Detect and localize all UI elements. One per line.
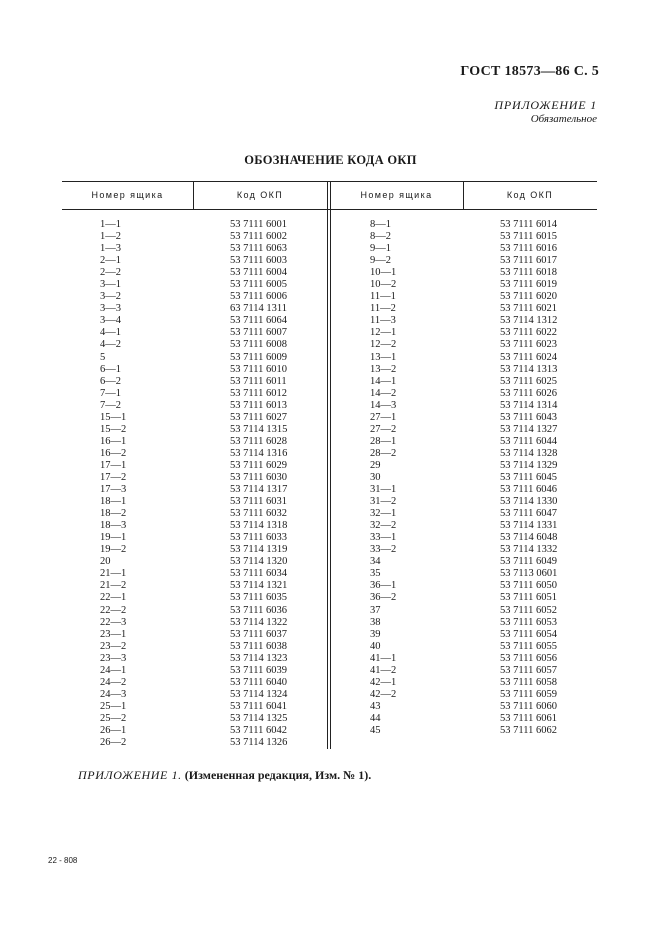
left-box-number-cell: 19—2 bbox=[100, 544, 127, 556]
right-box-number-cell: 12—1 bbox=[370, 327, 397, 339]
left-okp-code-cell: 53 7111 6012 bbox=[230, 387, 287, 399]
left-box-number-cell: 22—3 bbox=[100, 616, 127, 628]
left-box-number-cell: 18—3 bbox=[100, 520, 127, 532]
left-box-number-cell: 23—2 bbox=[100, 640, 127, 652]
left-box-number-cell: 1—3 bbox=[100, 243, 121, 255]
left-box-number-cell: 17—2 bbox=[100, 471, 127, 483]
right-okp-code-cell: 53 7111 6022 bbox=[500, 327, 557, 339]
right-okp-code-cell: 53 7111 6018 bbox=[500, 267, 557, 279]
left-okp-code-cell: 53 7111 6028 bbox=[230, 435, 287, 447]
left-okp-code-cell: 53 7111 6031 bbox=[230, 496, 287, 508]
left-box-number-cell: 26—1 bbox=[100, 724, 127, 736]
left-box-number-cell: 21—2 bbox=[100, 580, 127, 592]
left-okp-code-cell: 53 7114 1323 bbox=[230, 652, 288, 664]
right-okp-code-cell: 53 7111 6016 bbox=[500, 243, 557, 255]
table-center-divider bbox=[330, 181, 331, 749]
right-box-number-cell: 32—2 bbox=[370, 520, 397, 532]
right-okp-code-cell: 53 7111 6045 bbox=[500, 471, 557, 483]
right-okp-code-cell: 53 7111 6055 bbox=[500, 640, 557, 652]
table-center-divider bbox=[327, 181, 328, 749]
left-okp-code-cell: 53 7111 6034 bbox=[230, 568, 287, 580]
left-box-number-cell: 21—1 bbox=[100, 568, 127, 580]
left-box-number-cell: 24—2 bbox=[100, 676, 127, 688]
left-box-number-cell: 7—1 bbox=[100, 387, 121, 399]
right-box-number-cell: 9—2 bbox=[370, 255, 391, 267]
left-box-number-cell: 3—1 bbox=[100, 279, 121, 291]
right-okp-code-cell: 53 7111 6061 bbox=[500, 712, 557, 724]
left-box-number-cell: 17—1 bbox=[100, 459, 127, 471]
left-box-number-cell: 1—1 bbox=[100, 219, 121, 230]
right-okp-code-cell: 53 7111 6020 bbox=[500, 291, 557, 303]
left-okp-code-cell: 53 7114 1324 bbox=[230, 688, 288, 700]
right-okp-code-cell: 53 7114 1329 bbox=[500, 459, 558, 471]
right-box-number-cell: 27—2 bbox=[370, 423, 397, 435]
appendix-status: Обязательное bbox=[530, 113, 597, 125]
right-box-number-cell: 41—2 bbox=[370, 664, 397, 676]
right-okp-code-cell: 53 7111 6052 bbox=[500, 604, 557, 616]
amendment-note bbox=[78, 768, 371, 783]
okp-code-table bbox=[62, 181, 597, 749]
right-okp-code-cell: 53 7114 1327 bbox=[500, 423, 558, 435]
right-okp-code-cell: 53 7111 6049 bbox=[500, 556, 557, 568]
right-okp-code-cell: 53 7114 1328 bbox=[500, 447, 558, 459]
right-box-number-cell: 27—1 bbox=[370, 411, 397, 423]
left-box-number-cell: 26—2 bbox=[100, 737, 127, 749]
right-okp-code-cell: 53 7111 6015 bbox=[500, 231, 557, 243]
right-okp-code-cell: 53 7111 6053 bbox=[500, 616, 557, 628]
right-okp-code-cell: 53 7114 1332 bbox=[500, 544, 558, 556]
right-okp-code-cell: 53 7114 1313 bbox=[500, 363, 558, 375]
left-okp-code-cell: 53 7111 6041 bbox=[230, 700, 287, 712]
left-box-number-cell: 1—2 bbox=[100, 231, 121, 243]
right-okp-code-cell: 53 7111 6044 bbox=[500, 435, 557, 447]
right-box-number-cell: 36—1 bbox=[370, 580, 397, 592]
left-okp-code-cell: 53 7111 6010 bbox=[230, 363, 287, 375]
amendment-note-text: (Измененная редакция, Изм. № 1). bbox=[184, 768, 372, 782]
right-box-number-cell: 9—1 bbox=[370, 243, 391, 255]
left-box-number-cell: 22—1 bbox=[100, 592, 127, 604]
right-okp-code-cell: 53 7111 6019 bbox=[500, 279, 557, 291]
right-okp-code-cell: 53 7111 6017 bbox=[500, 255, 557, 267]
right-box-number-cell: 28—2 bbox=[370, 447, 397, 459]
right-box-number-cell: 36—2 bbox=[370, 592, 397, 604]
right-box-number-cell: 42—1 bbox=[370, 676, 397, 688]
left-okp-code-cell: 53 7111 6030 bbox=[230, 471, 287, 483]
left-okp-code-cell: 53 7114 1325 bbox=[230, 712, 288, 724]
left-okp-code-cell: 53 7114 1316 bbox=[230, 447, 288, 459]
left-box-number-cell: 7—2 bbox=[100, 399, 121, 411]
left-box-number-cell: 4—2 bbox=[100, 339, 121, 351]
amendment-note-prefix: ПРИЛОЖЕНИЕ 1. bbox=[78, 768, 182, 782]
header-okp-code-right: Код ОКП bbox=[506, 190, 554, 200]
right-okp-code-cell: 53 7111 6062 bbox=[500, 724, 557, 736]
right-okp-code-cell: 53 7114 1314 bbox=[500, 399, 558, 411]
right-box-number-cell: 33—2 bbox=[370, 544, 397, 556]
right-box-number-cell: 10—1 bbox=[370, 267, 397, 279]
right-box-number-cell: 8—2 bbox=[370, 231, 391, 243]
right-okp-code-cell: 53 7111 6021 bbox=[500, 303, 557, 315]
right-box-number-cell: 40 bbox=[370, 640, 381, 652]
left-okp-code-cell: 53 7111 6027 bbox=[230, 411, 287, 423]
right-box-number-cell: 44 bbox=[370, 712, 381, 724]
left-okp-code-cell: 53 7111 6039 bbox=[230, 664, 287, 676]
left-box-number-cell: 15—2 bbox=[100, 423, 127, 435]
left-box-number-cell: 24—3 bbox=[100, 688, 127, 700]
left-box-number-cell: 15—1 bbox=[100, 411, 127, 423]
right-okp-code-cell: 53 7114 6048 bbox=[500, 532, 558, 544]
right-box-number-cell: 43 bbox=[370, 700, 381, 712]
left-box-number-cell: 22—2 bbox=[100, 604, 127, 616]
right-box-number-cell: 32—1 bbox=[370, 508, 397, 520]
right-okp-code-cell: 53 7114 1330 bbox=[500, 496, 558, 508]
left-okp-code-cell: 53 7114 1315 bbox=[230, 423, 288, 435]
left-okp-code-cell: 53 7111 6007 bbox=[230, 327, 287, 339]
right-box-number-cell: 35 bbox=[370, 568, 381, 580]
right-okp-code-cell: 53 7111 6054 bbox=[500, 628, 557, 640]
left-box-number-cell: 19—1 bbox=[100, 532, 127, 544]
left-box-number-cell: 25—2 bbox=[100, 712, 127, 724]
right-okp-code-cell: 53 7111 6051 bbox=[500, 592, 557, 604]
left-okp-code-cell: 53 7114 1321 bbox=[230, 580, 288, 592]
right-box-number-cell: 45 bbox=[370, 724, 381, 736]
right-box-number-cell: 8—1 bbox=[370, 219, 391, 230]
left-okp-code-cell: 53 7111 6036 bbox=[230, 604, 287, 616]
right-okp-code-cell: 53 7111 6059 bbox=[500, 688, 557, 700]
right-okp-codes bbox=[500, 219, 557, 737]
right-box-numbers bbox=[370, 219, 396, 737]
right-okp-code-cell: 53 7111 6060 bbox=[500, 700, 557, 712]
left-box-number-cell: 16—1 bbox=[100, 435, 127, 447]
right-okp-code-cell: 53 7111 6057 bbox=[500, 664, 557, 676]
right-okp-code-cell: 53 7111 6024 bbox=[500, 351, 557, 363]
left-box-number-cell: 18—1 bbox=[100, 496, 127, 508]
right-box-number-cell: 34 bbox=[370, 556, 381, 568]
appendix-label: ПРИЛОЖЕНИЕ 1 bbox=[494, 98, 597, 112]
right-box-number-cell: 28—1 bbox=[370, 435, 397, 447]
right-okp-code-cell: 53 7111 6047 bbox=[500, 508, 557, 520]
right-okp-code-cell: 53 7111 6014 bbox=[500, 219, 557, 230]
left-box-number-cell: 23—1 bbox=[100, 628, 127, 640]
right-okp-code-cell: 53 7111 6058 bbox=[500, 676, 557, 688]
left-okp-code-cell: 53 7111 6001 bbox=[230, 219, 287, 230]
left-okp-code-cell: 53 7111 6040 bbox=[230, 676, 287, 688]
header-okp-code-left: Код ОКП bbox=[236, 190, 284, 200]
right-box-number-cell: 11—1 bbox=[370, 291, 396, 303]
left-box-number-cell: 3—3 bbox=[100, 303, 121, 315]
left-okp-code-cell: 53 7111 6038 bbox=[230, 640, 287, 652]
left-okp-code-cell: 53 7114 1326 bbox=[230, 737, 288, 749]
left-okp-code-cell: 53 7111 6002 bbox=[230, 231, 287, 243]
right-box-number-cell: 39 bbox=[370, 628, 381, 640]
appendix-block bbox=[494, 98, 597, 126]
left-okp-code-cell: 53 7111 6064 bbox=[230, 315, 287, 327]
left-okp-code-cell: 53 7111 6004 bbox=[230, 267, 287, 279]
left-okp-code-cell: 53 7111 6005 bbox=[230, 279, 287, 291]
left-okp-code-cell: 53 7114 1319 bbox=[230, 544, 288, 556]
left-box-numbers bbox=[100, 219, 126, 749]
right-box-number-cell: 14—3 bbox=[370, 399, 397, 411]
left-okp-code-cell: 53 7111 6008 bbox=[230, 339, 287, 351]
left-okp-code-cell: 53 7114 1317 bbox=[230, 484, 288, 496]
right-okp-code-cell: 53 7114 1331 bbox=[500, 520, 558, 532]
left-okp-code-cell: 53 7114 1322 bbox=[230, 616, 288, 628]
left-box-number-cell: 4—1 bbox=[100, 327, 121, 339]
left-okp-code-cell: 53 7111 6013 bbox=[230, 399, 287, 411]
left-okp-code-cell: 53 7111 6063 bbox=[230, 243, 287, 255]
left-box-number-cell: 20 bbox=[100, 556, 111, 568]
left-okp-code-cell: 53 7114 1320 bbox=[230, 556, 288, 568]
right-okp-code-cell: 53 7111 6023 bbox=[500, 339, 557, 351]
left-okp-code-cell: 53 7111 6006 bbox=[230, 291, 287, 303]
right-box-number-cell: 30 bbox=[370, 471, 381, 483]
left-box-number-cell: 2—1 bbox=[100, 255, 121, 267]
right-box-number-cell: 38 bbox=[370, 616, 381, 628]
left-okp-code-cell: 53 7111 6042 bbox=[230, 724, 287, 736]
right-box-number-cell: 12—2 bbox=[370, 339, 397, 351]
left-box-number-cell: 25—1 bbox=[100, 700, 127, 712]
left-box-number-cell: 16—2 bbox=[100, 447, 127, 459]
right-okp-code-cell: 53 7111 6026 bbox=[500, 387, 557, 399]
left-box-number-cell: 6—2 bbox=[100, 375, 121, 387]
left-okp-code-cell: 53 7111 6003 bbox=[230, 255, 287, 267]
right-okp-code-cell: 53 7114 1312 bbox=[500, 315, 558, 327]
right-box-number-cell: 11—2 bbox=[370, 303, 396, 315]
left-okp-code-cell: 53 7111 6032 bbox=[230, 508, 287, 520]
right-okp-code-cell: 53 7111 6050 bbox=[500, 580, 557, 592]
right-okp-code-cell: 53 7111 6025 bbox=[500, 375, 557, 387]
right-okp-code-cell: 53 7111 6043 bbox=[500, 411, 557, 423]
left-box-number-cell: 17—3 bbox=[100, 484, 127, 496]
left-box-number-cell: 3—2 bbox=[100, 291, 121, 303]
right-okp-code-cell: 53 7111 6046 bbox=[500, 484, 557, 496]
right-box-number-cell: 42—2 bbox=[370, 688, 397, 700]
right-okp-code-cell: 53 7113 0601 bbox=[500, 568, 558, 580]
header-box-number-right: Номер ящика bbox=[360, 190, 433, 200]
right-box-number-cell: 13—1 bbox=[370, 351, 397, 363]
header-box-number-left: Номер ящика bbox=[91, 190, 164, 200]
print-footer: 22 - 808 bbox=[48, 856, 78, 865]
right-box-number-cell: 13—2 bbox=[370, 363, 397, 375]
left-okp-code-cell: 53 7111 6037 bbox=[230, 628, 287, 640]
left-okp-code-cell: 53 7111 6009 bbox=[230, 351, 287, 363]
left-okp-code-cell: 53 7111 6033 bbox=[230, 532, 287, 544]
table-title: ОБОЗНАЧЕНИЕ КОДА ОКП bbox=[244, 153, 417, 167]
left-okp-code-cell: 53 7114 1318 bbox=[230, 520, 288, 532]
left-box-number-cell: 23—3 bbox=[100, 652, 127, 664]
left-box-number-cell: 24—1 bbox=[100, 664, 127, 676]
right-box-number-cell: 10—2 bbox=[370, 279, 397, 291]
right-box-number-cell: 31—2 bbox=[370, 496, 397, 508]
left-box-number-cell: 5 bbox=[100, 351, 106, 363]
right-box-number-cell: 33—1 bbox=[370, 532, 397, 544]
right-box-number-cell: 31—1 bbox=[370, 484, 397, 496]
left-box-number-cell: 6—1 bbox=[100, 363, 121, 375]
left-okp-code-cell: 63 7114 1311 bbox=[230, 303, 287, 315]
left-okp-code-cell: 53 7111 6029 bbox=[230, 459, 287, 471]
right-box-number-cell: 14—2 bbox=[370, 387, 397, 399]
right-box-number-cell: 37 bbox=[370, 604, 381, 616]
right-box-number-cell: 29 bbox=[370, 459, 381, 471]
right-box-number-cell: 14—1 bbox=[370, 375, 397, 387]
right-okp-code-cell: 53 7111 6056 bbox=[500, 652, 557, 664]
standard-header: ГОСТ 18573—86 С. 5 bbox=[460, 64, 599, 79]
right-box-number-cell: 41—1 bbox=[370, 652, 397, 664]
left-box-number-cell: 3—4 bbox=[100, 315, 121, 327]
left-box-number-cell: 2—2 bbox=[100, 267, 121, 279]
left-okp-codes bbox=[230, 219, 287, 749]
left-okp-code-cell: 53 7111 6011 bbox=[230, 375, 287, 387]
left-okp-code-cell: 53 7111 6035 bbox=[230, 592, 287, 604]
right-box-number-cell: 11—3 bbox=[370, 315, 396, 327]
left-box-number-cell: 18—2 bbox=[100, 508, 127, 520]
